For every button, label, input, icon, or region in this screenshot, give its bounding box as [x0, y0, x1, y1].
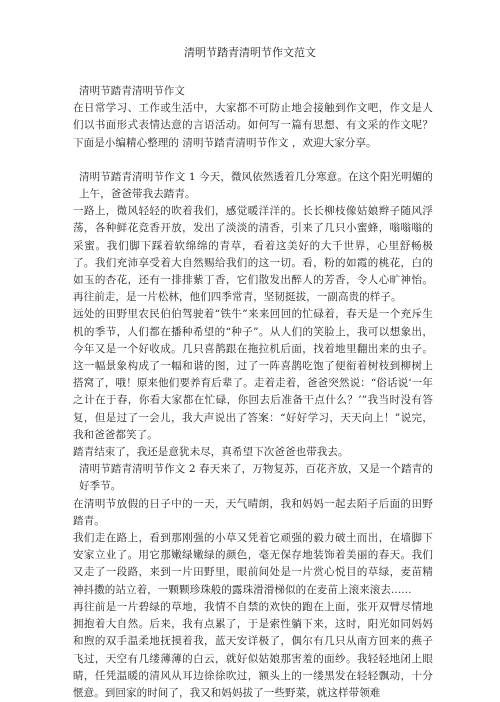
- article-body: [73, 83, 433, 702]
- paragraph: 在清明节放假的日子中的一天，天气晴朗，我和妈妈一起去陌子后面的田野踏青。: [73, 497, 433, 527]
- page-title: 清明节踏青清明节作文范文: [184, 46, 316, 59]
- paragraph: 踏青结束了，我还是意犹未尽，真希望下次爸爸也带我去。: [73, 446, 349, 459]
- paragraph-spacer: [73, 152, 433, 169]
- paragraph: 清明节踏青清明节作文 2 春天来了，万物复苏，百花齐放，又是一个踏青的好季节。: [79, 463, 433, 493]
- paragraph: 我们走在路上，看到那刚强的小草又凭着它顽强的毅力破土而出，在墙脚下安家立业了。用它那嫩绿嫩绿的颜色，毫无保存地装饰着美丽的春天。我们又走了一段路，来到一片田野里，眼前间处是一片赏心悦目的草绿，麦苗精神抖擞的站立着，一颗颗珍珠般的露珠滑滑梯似的在麦苗上滚来滚去......: [73, 532, 433, 596]
- paragraph: 一路上，微风轻轻的吹着我们，感觉暖洋洋的。长长柳枝像姑娘辫子随风浮荡，各种鲜花竞香开放，发出了淡淡的清香，引来了几只小蜜蜂，嗡嗡嗡的采蜜。我们脚下踩着软绵绵的青草，看着这美好的大千世界，心里舒畅极了。我们充沛享受着大自然赐给我们的这一切。看，粉的如霞的桃花，白的如玉的杏花，还有一排排紫丁香，它们散发出醉人的芳香，令人心旷神怡。再往前走，是一片松林，他们四季常青，坚韧挺拔，一副高贵的样子。: [73, 205, 433, 304]
- paragraph: 清明节踏青清明节作文: [79, 85, 185, 97]
- paragraph: 在日常学习、工作或生活中，大家都不可防止地会接触到作文吧，作文是人们以书面形式表情达意的言语活动。如何写一篇有思想、有文采的作文呢？下面是小编精心整理的 清明节踏青清明节作文 ，欢迎大家分享。: [73, 102, 433, 149]
- paragraph: 清明节踏青清明节作文 1 今天，微风依然透着几分寒意。在这个阳光明媚的上午，爸爸带我去踏青。: [79, 170, 433, 201]
- paragraph: 再往前是一片碧绿的草地，我情不自禁的欢快的跑在上面，张开双臂尽情地拥抱着大自然。后来，我有点累了，于是索性躺下来，这时，阳光如同妈妈和煦的双手温柔地抚摸着我，蓝天安详极了，偶尔有几只从南方回来的燕子飞过，天空有几缕薄薄的白云，就好似姑娘那害羞的面纱。我轻轻地闭上眼睛，任凭温暖的清风从耳边徐徐吹过，额头上的一缕黑发在轻轻飘动，十分惬意。到回家的时间了，我又和妈妈拔了一些野菜，就这样带领难: [73, 600, 433, 699]
- paragraph: 远处的田野里农民伯伯驾驶着“铁牛”来来回回的忙碌着，春天是一个充斥生机的季节，人们都在播种希望的“种子”。从人们的笑脸上，我可以想象出，今年又是一个好收成。几只喜鹊跟在拖拉机后面，找着地里翻出来的虫子。这一幅景象构成了一幅和谐的图，过了一阵喜鹊吃饱了便衔着树枝到柳树上搭窝了，哦！原来他们要养育后辈了。走着走着，爸爸突然说：“俗话说‘一年之计在于春，你看大家都在忙碌，你回去后准备干点什么？’”我当时没有答复，但是过了一会儿，我大声说出了答案：“好好学习，天天向上！”说完，我和爸爸都笑了。: [73, 308, 433, 441]
